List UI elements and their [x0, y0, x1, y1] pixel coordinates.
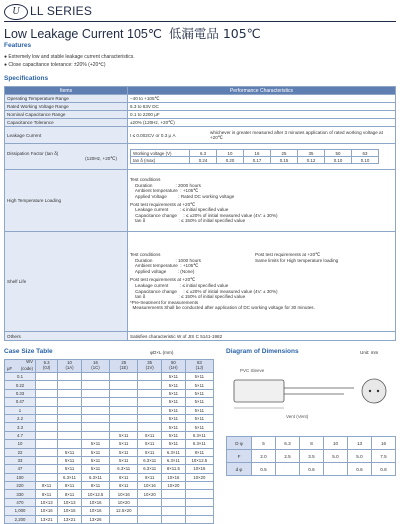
page-title: [4, 24, 261, 42]
case-size-cell: 10×16: [36, 507, 58, 515]
spec-row-leakage: [5, 127, 396, 144]
case-size-cell: [110, 381, 138, 389]
voltage-cell: 16: [244, 150, 271, 157]
d-cell: 0.8: [372, 463, 396, 476]
case-size-cell: 13×21: [36, 515, 58, 523]
d-cell: 0.5: [252, 463, 276, 476]
case-size-row: [5, 440, 214, 448]
case-size-row: [5, 490, 214, 498]
voltage-cell: 6.3: [190, 150, 217, 157]
shelf-post: Post test requirements at +20℃ Leakage current : ≤ initial specified value Capacitance change : ≤ ±20% of initial measured value (4V: ± 30%) tan δ : ≤ 150% of initial specified value *Pre-treatment for measurements Measurements Shall be conducted after application of DC working voltage for 30 minutes.: [130, 277, 315, 311]
case-size-cell: [138, 406, 162, 414]
case-size-cell: 5×11: [162, 406, 186, 414]
corner-wv: WV: [26, 359, 33, 364]
case-size-cell: [185, 507, 213, 515]
spec-value: [128, 144, 396, 170]
case-size-cell: 10×13: [36, 498, 58, 506]
tan-cell: 0.24: [190, 157, 217, 164]
case-size-cell: 5×11: [185, 381, 213, 389]
case-size-cell: 10×16: [185, 465, 213, 473]
case-size-cell: [36, 431, 58, 439]
case-size-cell: [110, 398, 138, 406]
case-size-cell: 10×16: [110, 490, 138, 498]
case-size-cell: 5×11: [185, 423, 213, 431]
shelf-test-right: Post test requirements at +20℃ Same limits for High temperature loading: [255, 252, 339, 263]
case-size-cell: [81, 398, 109, 406]
case-size-cell: 10×12.5: [185, 456, 213, 464]
specifications-heading: Specifications: [4, 75, 49, 82]
spec-row-dissipation: [5, 144, 396, 170]
case-size-row: [5, 482, 214, 490]
case-size-cell: [162, 490, 186, 498]
voltage-header: [36, 360, 58, 373]
case-size-cell: 6.3×11: [58, 473, 82, 481]
case-size-cell: 5×11: [81, 456, 109, 464]
voltage-code: (1J): [195, 365, 204, 370]
voltage-code: (1H): [169, 365, 178, 370]
high-temp-test: Test conditions Duration : 2000 hours Ambient temperature : +105℃ Applied Voltage : Rated DC working voltage: [130, 177, 235, 199]
voltage-cell: 10: [217, 150, 244, 157]
case-size-cell: 8×11: [185, 448, 213, 456]
case-size-cell: 5×11: [110, 440, 138, 448]
spec-value: Satisfies characteristic W of JIS C 5141-1982: [128, 332, 396, 341]
case-size-row: [5, 406, 214, 414]
row-label: F: [227, 450, 252, 463]
specifications-table: [4, 86, 396, 341]
case-size-cell: 6.3×11: [81, 473, 109, 481]
spec-item: Operating Temperature Range: [5, 95, 128, 103]
diameter-cell: 8: [300, 437, 324, 450]
feature-item: ● Close capacitance tolerance: ±20% (+20℃): [4, 62, 106, 68]
case-size-cell: [81, 373, 109, 381]
feature-item: ● Extremely low and stable leakage current characteristics.: [4, 54, 135, 60]
case-size-cell: 8×11.5: [162, 465, 186, 473]
case-size-cell: 5×11: [162, 440, 186, 448]
case-size-row: [5, 465, 214, 473]
title-en: Low Leakage Current 105℃: [4, 27, 162, 41]
voltage-value: 63: [196, 360, 202, 366]
case-size-cell: [185, 498, 213, 506]
spec-item: Nominal Capacitance Range: [5, 111, 128, 119]
tan-cell: 0.10: [325, 157, 352, 164]
spec-value: [128, 127, 396, 144]
corner-cell: [5, 360, 36, 373]
case-size-cell: 8×11: [58, 490, 82, 498]
high-temp-post: Post test requirements at +20℃ Leakage current : ≤ initial specified value Capacitance change : ≤ ±20% of initial measured value (4V: ± 30%) tan δ : ≤ 150% of initial specified value: [130, 201, 278, 224]
tan-row: [131, 157, 379, 164]
case-size-cell: 13×26: [81, 515, 109, 523]
voltage-header: [110, 360, 138, 373]
case-size-cell: [36, 465, 58, 473]
case-size-cell: [81, 431, 109, 439]
f-cell: 3.5: [300, 450, 324, 463]
case-size-cell: [36, 448, 58, 456]
capacitance-cell: 0.33: [5, 389, 36, 397]
case-size-cell: 5×11: [162, 431, 186, 439]
case-size-cell: 6.3×11: [185, 440, 213, 448]
case-size-row: [5, 398, 214, 406]
case-size-cell: 8×11: [36, 482, 58, 490]
tan-cell: 0.20: [217, 157, 244, 164]
case-size-cell: [138, 398, 162, 406]
case-size-cell: 5×11: [58, 456, 82, 464]
case-size-cell: [58, 423, 82, 431]
case-size-cell: 13×21: [58, 515, 82, 523]
case-size-cell: 5×11: [81, 448, 109, 456]
case-size-cell: [185, 482, 213, 490]
case-size-row: [5, 373, 214, 381]
case-size-cell: [138, 507, 162, 515]
voltage-header: [162, 360, 186, 373]
spec-item: Capacitance Tolerance: [5, 119, 128, 127]
case-size-row: [5, 414, 214, 422]
case-size-cell: [138, 515, 162, 523]
spec-item: [5, 144, 128, 170]
corner-uf: μF: [7, 366, 13, 372]
label-pvc-sleeve: PVC Sleeve: [240, 368, 265, 373]
dissipation-label: Dissipation Factor (tan δ): [7, 151, 59, 156]
diameter-cell: 10: [324, 437, 348, 450]
spec-row: [5, 103, 396, 111]
spec-item: Rated Working Voltage Range: [5, 103, 128, 111]
case-size-cell: [36, 373, 58, 381]
case-size-cell: 10×16: [58, 507, 82, 515]
brand-logo: U: [4, 4, 28, 20]
case-size-cell: 5×11: [138, 440, 162, 448]
case-size-cell: 8×11: [110, 482, 138, 490]
col-performance: Performance Characteristics: [128, 87, 396, 95]
case-size-cell: [36, 381, 58, 389]
case-size-cell: 8×11: [81, 482, 109, 490]
case-size-cell: 5×11: [162, 423, 186, 431]
case-size-cell: [58, 373, 82, 381]
capacitance-cell: 220: [5, 482, 36, 490]
header-rule: [4, 21, 396, 22]
case-size-cell: 5×11: [162, 389, 186, 397]
case-size-row: [5, 473, 214, 481]
case-size-cell: 8×11: [138, 473, 162, 481]
case-size-cell: 5×11: [162, 414, 186, 422]
case-size-cell: [58, 389, 82, 397]
case-size-cell: [58, 398, 82, 406]
case-size-cell: 10×20: [185, 473, 213, 481]
case-size-cell: [138, 389, 162, 397]
dimension-row-d: [227, 437, 396, 450]
row-label: D φ: [227, 437, 252, 450]
spec-value: ±20% (120Hz, +20℃): [128, 119, 396, 127]
corner-code: (code): [20, 366, 33, 372]
capacitance-cell: 330: [5, 490, 36, 498]
feature-text: Close capacitance tolerance: ±20% (+20℃): [8, 62, 106, 68]
voltage-value: 16: [93, 360, 98, 366]
case-size-cell: 10×20: [162, 482, 186, 490]
voltage-value: 50: [170, 360, 176, 366]
feature-text: Extremely low and stable leakage current characteristics.: [8, 54, 135, 60]
case-size-row: [5, 507, 214, 515]
case-size-cell: [58, 414, 82, 422]
voltage-value: 35: [147, 360, 153, 366]
capacitance-cell: 33: [5, 456, 36, 464]
lead-dot: [377, 390, 379, 392]
case-size-cell: [110, 373, 138, 381]
capacitance-cell: 47: [5, 465, 36, 473]
case-size-row: [5, 431, 214, 439]
case-size-cell: 5×11: [185, 373, 213, 381]
capacitance-cell: 22: [5, 448, 36, 456]
case-size-cell: 10×16: [81, 507, 109, 515]
case-size-cell: 12.5×20: [110, 507, 138, 515]
spec-value: 0.1 to 2200 μF: [128, 111, 396, 119]
tan-label: tan δ (max): [131, 157, 190, 164]
spec-item: Leakage Current: [5, 127, 128, 144]
diameter-cell: 6.3: [276, 437, 300, 450]
capacitance-cell: 0.1: [5, 373, 36, 381]
case-size-row: [5, 448, 214, 456]
voltage-code: (1E): [119, 365, 128, 370]
case-size-cell: 6.3×11: [162, 448, 186, 456]
capacitance-cell: 0.47: [5, 398, 36, 406]
voltage-cell: 50: [325, 150, 352, 157]
case-size-cell: [110, 389, 138, 397]
voltage-code: (1V): [145, 365, 154, 370]
case-size-cell: 6.3×11: [138, 456, 162, 464]
case-size-cell: [185, 515, 213, 523]
d-cell: [324, 463, 348, 476]
capacitor-end-view: [362, 379, 386, 403]
capacitance-cell: 1,000: [5, 507, 36, 515]
case-size-unit: φD×L (mm): [150, 350, 174, 355]
col-items: Items: [5, 87, 128, 95]
case-size-row: [5, 423, 214, 431]
case-size-cell: 5×11: [81, 440, 109, 448]
capacitance-cell: 2.2: [5, 414, 36, 422]
tan-cell: 0.12: [298, 157, 325, 164]
voltage-code: (1A): [65, 365, 74, 370]
spec-item: Shelf Life: [5, 232, 128, 332]
case-size-row: [5, 389, 214, 397]
capacitance-cell: 1: [5, 406, 36, 414]
capacitance-cell: 470: [5, 498, 36, 506]
case-size-cell: [58, 406, 82, 414]
voltage-value: 10: [67, 360, 72, 366]
case-size-cell: 5×11: [162, 398, 186, 406]
tan-cell: 0.10: [352, 157, 379, 164]
case-size-row: [5, 498, 214, 506]
spec-row-high-temp: [5, 170, 396, 232]
voltage-cell: 63: [352, 150, 379, 157]
case-size-row: [5, 456, 214, 464]
case-size-cell: [185, 490, 213, 498]
case-size-cell: 5×11: [58, 448, 82, 456]
case-size-cell: 5×11: [185, 398, 213, 406]
case-size-cell: 5×11: [162, 381, 186, 389]
dimension-row-d-lead: [227, 463, 396, 476]
case-size-cell: [36, 473, 58, 481]
case-size-cell: [110, 515, 138, 523]
shelf-test: Test conditions Duration : 1000 hours Ambient temperature : +105℃ Applied voltage : (None): [130, 252, 201, 274]
case-size-cell: [110, 414, 138, 422]
voltage-cell: 25: [271, 150, 298, 157]
case-size-cell: [110, 406, 138, 414]
voltage-header: [138, 360, 162, 373]
case-size-cell: 5×11: [58, 465, 82, 473]
case-size-cell: [81, 381, 109, 389]
case-size-cell: 5×11: [162, 373, 186, 381]
diameter-cell: 13: [348, 437, 372, 450]
case-size-cell: 5×11: [185, 414, 213, 422]
case-size-cell: [36, 440, 58, 448]
spec-row: [5, 95, 396, 103]
f-cell: 2.5: [276, 450, 300, 463]
case-size-cell: [81, 406, 109, 414]
voltage-value: 25: [121, 360, 127, 366]
case-size-cell: 6.3×11: [185, 431, 213, 439]
case-size-cell: [138, 498, 162, 506]
case-size-cell: [110, 423, 138, 431]
spec-header-row: [5, 87, 396, 95]
case-size-cell: 10×16: [138, 482, 162, 490]
tan-cell: 0.17: [244, 157, 271, 164]
case-size-cell: [36, 414, 58, 422]
d-cell: 0.6: [348, 463, 372, 476]
capacitance-cell: 3.3: [5, 423, 36, 431]
f-cell: 2.0: [252, 450, 276, 463]
case-size-cell: [81, 389, 109, 397]
case-size-cell: 10×16: [81, 498, 109, 506]
spec-item: Others: [5, 332, 128, 341]
capacitance-cell: 10: [5, 440, 36, 448]
case-size-cell: [81, 414, 109, 422]
case-size-cell: [162, 515, 186, 523]
d-cell: 0.6: [300, 463, 324, 476]
case-size-cell: 10×12.5: [81, 490, 109, 498]
spec-row: [5, 111, 396, 119]
case-size-cell: [36, 423, 58, 431]
title-cn: 低漏電品 105℃: [168, 26, 261, 41]
case-size-cell: 5×11: [81, 465, 109, 473]
case-size-row: [5, 381, 214, 389]
case-size-cell: [36, 398, 58, 406]
spec-value: [128, 232, 396, 332]
series-name: LL SERIES: [30, 4, 93, 18]
case-size-cell: 5×11: [110, 448, 138, 456]
case-size-cell: 5×11: [138, 448, 162, 456]
case-size-cell: 6.3×11: [110, 465, 138, 473]
case-size-cell: 10×20: [110, 498, 138, 506]
lead-dot: [369, 390, 371, 392]
dimension-row-f: [227, 450, 396, 463]
case-size-body: [5, 373, 214, 524]
case-size-cell: 5×11: [138, 431, 162, 439]
case-size-cell: 10×13: [58, 498, 82, 506]
spec-value: 6.3 to 63V DC: [128, 103, 396, 111]
spec-item: High Temperature Loading: [5, 170, 128, 232]
capacitance-cell: 2,200: [5, 515, 36, 523]
case-size-cell: [36, 389, 58, 397]
capacitance-cell: 0.22: [5, 381, 36, 389]
case-size-cell: 5×11: [185, 389, 213, 397]
case-size-row: [5, 515, 214, 523]
dissipation-sub: (120Hz, +20℃): [85, 156, 117, 161]
dissipation-table: [130, 149, 379, 164]
spec-value: [128, 170, 396, 232]
voltage-label: Working voltage (V): [131, 150, 190, 157]
case-size-cell: [162, 498, 186, 506]
case-size-cell: [162, 507, 186, 515]
voltage-header: [185, 360, 213, 373]
voltage-code: (1C): [91, 365, 100, 370]
case-size-cell: 5×11: [110, 431, 138, 439]
case-size-cell: [36, 406, 58, 414]
case-size-cell: [138, 423, 162, 431]
f-cell: 7.5: [372, 450, 396, 463]
voltage-row: [131, 150, 379, 157]
f-cell: 5.0: [324, 450, 348, 463]
case-size-cell: 5×11: [185, 406, 213, 414]
diagram-unit: Unit: mm: [360, 350, 379, 355]
case-size-cell: 5×11: [110, 456, 138, 464]
spec-row: [5, 119, 396, 127]
case-size-cell: 6.3×11: [138, 465, 162, 473]
capacitance-cell: 4.7: [5, 431, 36, 439]
spec-value: −40 to +105℃: [128, 95, 396, 103]
case-size-cell: 10×16: [162, 473, 186, 481]
case-size-cell: [58, 381, 82, 389]
case-size-cell: [58, 431, 82, 439]
case-size-cell: 10×20: [138, 490, 162, 498]
case-size-cell: [36, 456, 58, 464]
case-size-cell: [138, 414, 162, 422]
leakage-note: whichever is greater measured after 3 minutes application of rated working voltage at +20℃: [210, 129, 383, 140]
spec-row-others: [5, 332, 396, 341]
capacitance-cell: 100: [5, 473, 36, 481]
f-cell: 5.0: [348, 450, 372, 463]
case-size-header: [5, 360, 214, 373]
leakage-formula: I ≤ 0.002CV or 0.3 μ A: [130, 132, 176, 138]
voltage-value: 6.3: [43, 360, 50, 366]
voltage-code: (0J): [42, 365, 51, 370]
diameter-cell: 5: [252, 437, 276, 450]
case-size-cell: 6.3×11: [162, 456, 186, 464]
case-size-table: [4, 359, 214, 524]
label-vent: Vent (Vent): [286, 414, 309, 419]
d-cell: [276, 463, 300, 476]
voltage-cell: 35: [298, 150, 325, 157]
capacitor-diagram: [226, 360, 396, 432]
case-size-cell: 8×11: [36, 490, 58, 498]
case-size-cell: [58, 440, 82, 448]
row-label: d φ: [227, 463, 252, 476]
features-heading: Features: [4, 42, 32, 49]
capacitor-body: [234, 380, 284, 402]
case-size-cell: [138, 373, 162, 381]
case-size-cell: [138, 381, 162, 389]
voltage-header: [58, 360, 82, 373]
case-size-heading: Case Size Table: [4, 348, 53, 355]
case-size-cell: 8×11: [58, 482, 82, 490]
diameter-cell: 16: [372, 437, 396, 450]
tan-cell: 0.15: [271, 157, 298, 164]
case-size-cell: [81, 423, 109, 431]
spec-row-shelf-life: [5, 232, 396, 332]
diagram-heading: Diagram of Dimensions: [226, 348, 299, 355]
case-size-cell: 8×11: [110, 473, 138, 481]
dimension-table: [226, 436, 396, 476]
voltage-header: [81, 360, 109, 373]
